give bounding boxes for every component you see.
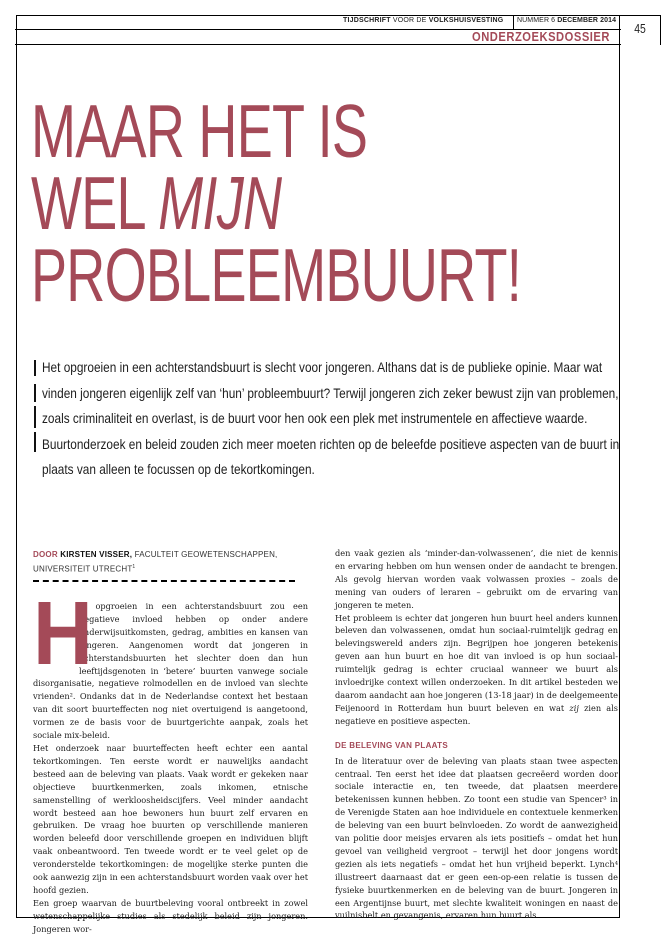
section-label: ONDERZOEKSDOSSIER bbox=[472, 29, 610, 44]
body-paragraph: Het onderzoek naar buurteffecten heeft echter een aantal tekortkomingen. Ten eerste wordt er nauwelijks aandacht besteed aan de beleving van plaats. Vaak wordt er gekeken naar objectieve buurtkenmerken, zoals inkomen, etnische samenstelling of werkloosheidscijfers. Veel minder aandacht wordt besteed aan hoe bewoners hun buurt zelf ervaren en gebruiken. De vraag hoe buurten op verschillende manieren worden beleefd door verschillende groepen en individuen blijft vaak onbeantwoord. Ten tweede wordt er te veel gelet op de veronderstelde tekortkomingen: de mogelijke sterke punten die ook aanwezig zijn in een achterstandsbuurt worden vaak over het hoofd gezien. bbox=[33, 742, 308, 895]
header-divider-issue bbox=[513, 15, 514, 29]
title-line-2 bbox=[31, 161, 521, 245]
body-paragraph-text: Het probleem is echter dat jongeren hun buurt heel anders kunnen beleven dan volwassenen, omdat hun sociaal-ruimtelijk gedrag en belevingswereld anders zijn. Begrijpen hoe jongeren betekenis geven aan hun buurt en hoe dit van invloed is op hun sociaal-ruimtelijk gedrag is echter cruciaal wanneer we buurt als invloedrijke context willen onderzoeken. In dit artikel besteden we daarom aandacht aan hoe jongeren (13-18 jaar) in de deelgemeente Feijenoord in Rotterdam hun buurt beleven en wat bbox=[335, 612, 618, 713]
title-line-2-italic: MIJN bbox=[158, 161, 282, 245]
body-column-2 bbox=[335, 547, 618, 922]
body-paragraph bbox=[335, 612, 618, 728]
dropcap: H bbox=[33, 584, 93, 684]
body-paragraph: In de literatuur over de beleving van plaats staan twee aspecten centraal. Ten eerst het idee dat plaatsen gecreëerd worden door sociale interactie en, ten tweede, dat plaatsen meerdere betekenissen kunnen hebben. Zo toont een studie van Spencer³ in de Verenigde Staten aan hoe individuele en contextuele kenmerken de beleving van een buurt beïnvloeden. Zo wordt de aanwezigheid van politie door meisjes ervaren als iets positiefs – omdat het hun gevoel van veiligheid vergroot – terwijl het door jongens wordt gezien als iets negatiefs – omdat het hun vrijheid beperkt. Lynch⁴ illustreert daarnaast dat er geen een-op-een relatie is tussen de fysieke buurtkenmerken en de beleving van de buurt. Jongeren in een Argentijnse buurt, met slechte kwaliteit woningen en naast de vuilnisbelt en gevangenis, ervaren hun buurt als bbox=[335, 755, 618, 921]
byline-footnote: 1 bbox=[132, 564, 136, 570]
lead-paragraph bbox=[42, 355, 620, 483]
lead-marker-bar bbox=[34, 432, 36, 452]
byline-divider bbox=[33, 580, 295, 582]
lead-marker-bar bbox=[34, 384, 36, 402]
header-divider-page bbox=[619, 15, 620, 45]
journal-name-part2: VOOR DE bbox=[390, 17, 429, 24]
body-paragraph: et opgroeien in een achterstandsbuurt zou een negatieve invloed hebben op onder andere onderwijsuitkomsten, gedrag, ambities en kansen van jongeren. Aangenomen wordt dat jongeren in achterstandsbuurten het slechter doen dan hun leeftijdsgenoten in ‘betere’ buurten vanwege sociale disorganisatie, negatieve rolmodellen en de invloed van slechte vrienden². Ondanks dat in de Nederlandse context het bestaan van dit soort buurteffecten nog niet overtuigend is aangetoond, vormen ze de basis voor de buurtgerichte aanpak, zoals het sociale mix-beleid. bbox=[33, 601, 308, 741]
pagenum-box-top bbox=[619, 15, 661, 16]
lead-marker-bar bbox=[34, 360, 36, 376]
body-emphasis: zij bbox=[569, 702, 579, 713]
body-paragraph: den vaak gezien als ‘minder-dan-volwassenen’, die niet de kennis en ervaring hebben om hun wensen onder de aandacht te brengen. Als gevolg hiervan worden vaak volwassen proxies – zoals de mening van ouders of leraren – gebruikt om de ervaring van jongeren te meten. bbox=[335, 548, 618, 610]
body-paragraph: Een groep waarvan de buurtbeleving vooral ontbreekt in zowel wetenschappelijke studies als stedelijk beleid zijn jongeren. Jongeren wor- bbox=[33, 897, 308, 934]
title-line-2-regular: WEL bbox=[31, 161, 159, 245]
issue-date: DECEMBER 2014 bbox=[557, 17, 617, 24]
journal-name-part3: VOLKSHUISVESTING bbox=[428, 17, 504, 24]
journal-name-part1: TIJDSCHRIFT bbox=[343, 17, 391, 24]
body-paragraph-text-end: zien als negatieve en positieve aspecten. bbox=[335, 702, 619, 726]
body-column-1 bbox=[33, 584, 308, 936]
byline-author: KIRSTEN VISSER, bbox=[60, 550, 133, 559]
header-rule-bottom bbox=[15, 44, 621, 45]
lead-marker-bar bbox=[34, 406, 36, 428]
byline-door: DOOR bbox=[33, 550, 58, 559]
issue-number: NUMMER 6 bbox=[517, 17, 558, 24]
journal-name bbox=[343, 17, 503, 24]
article-title bbox=[31, 89, 522, 317]
byline-affiliation: FACULTEIT GEOWETENSCHAPPEN, UNIVERSITEIT UTRECHT bbox=[33, 550, 278, 574]
byline bbox=[33, 549, 323, 576]
title-line-1: MAAR HET IS bbox=[31, 89, 368, 173]
title-line-3: PROBLEEMBUURT! bbox=[31, 233, 522, 317]
page-number: 45 bbox=[634, 21, 646, 36]
issue-info bbox=[517, 17, 616, 24]
subheading: DE BELEVING VAN PLAATS bbox=[335, 740, 448, 750]
lead-text: Het opgroeien in een achterstandsbuurt is slecht voor jongeren. Althans dat is de publieke opinie. Maar wat vinden jongeren eigenlijk zelf van ‘hun’ probleembuurt? Terwijl jongeren zich zeker bewust zijn van problemen, zoals criminaliteit en overlast, is de buurt voor hen ook een plek met instrumentele en affectieve waarde. Buurtonderzoek en beleid zouden zich meer moeten richten op de beleefde positieve aspecten van de buurt in plaats van alleen te focussen op de tekortkomingen. bbox=[42, 360, 620, 477]
